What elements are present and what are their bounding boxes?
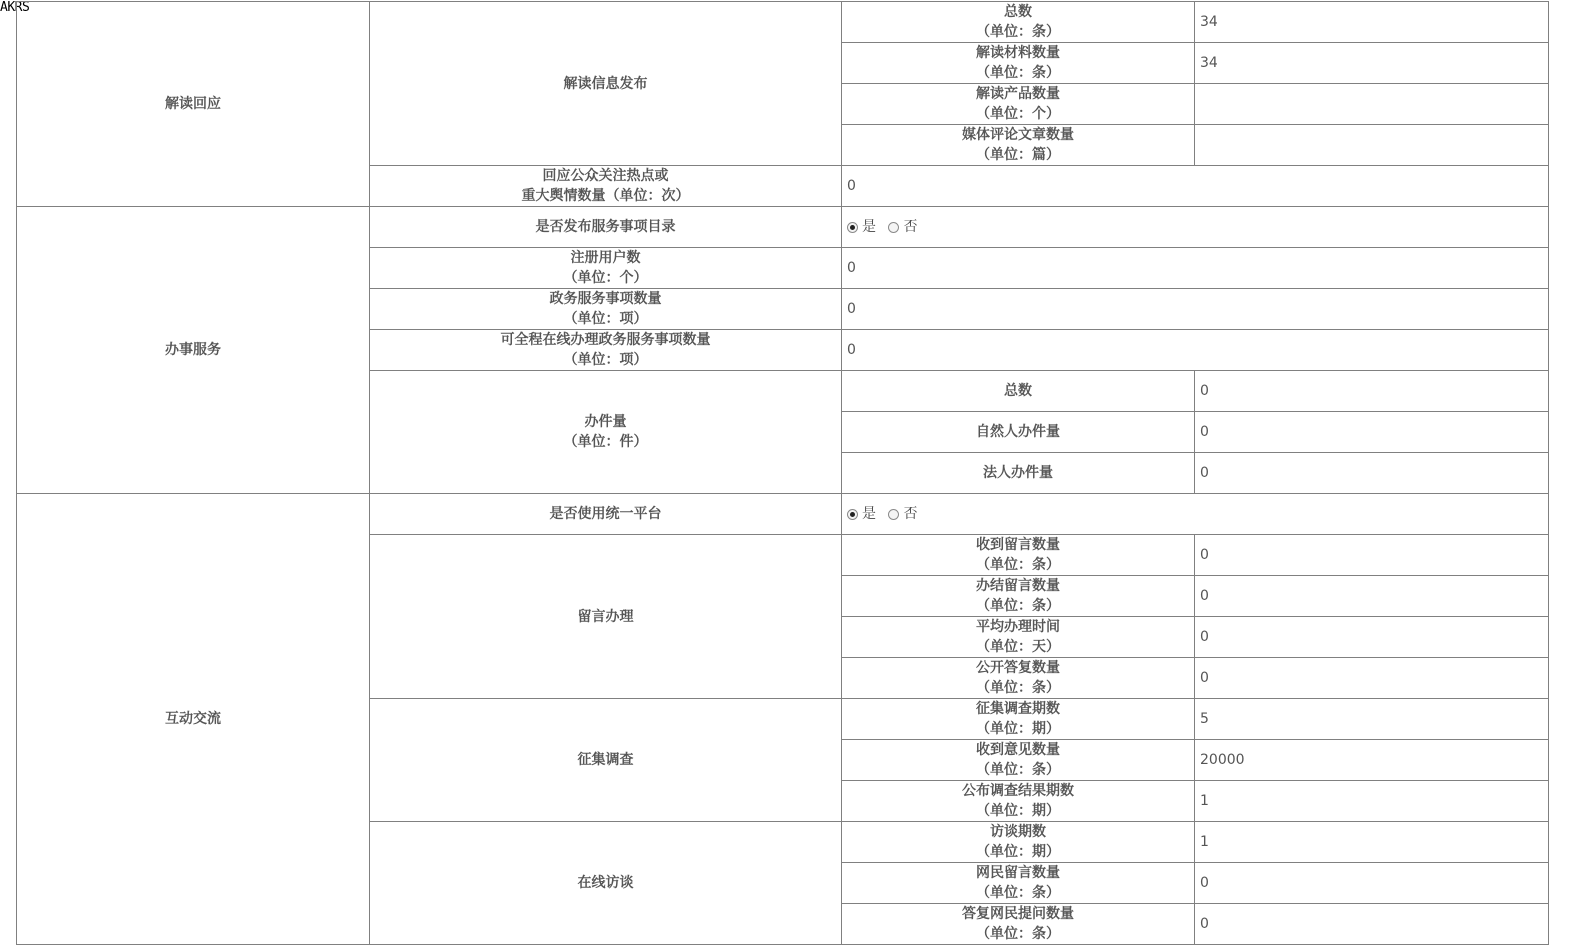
radio-group-catalog <box>842 207 1549 248</box>
field-label: 是否发布服务事项目录 <box>370 207 842 248</box>
field-value <box>1195 84 1549 125</box>
radio-no[interactable] <box>888 509 899 520</box>
field-label: 政务服务事项数量 （单位：项） <box>370 289 842 330</box>
field-label: 办结留言数量 （单位：条） <box>842 576 1195 617</box>
field-value <box>1195 125 1549 166</box>
field-label: 答复网民提问数量 （单位：条） <box>842 904 1195 945</box>
field-value: 34 <box>1195 43 1549 84</box>
radio-no[interactable] <box>888 222 899 233</box>
field-value: 0 <box>1195 617 1549 658</box>
radio-no-label: 否 <box>903 219 918 235</box>
field-label: 访谈期数 （单位：期） <box>842 822 1195 863</box>
field-value: 0 <box>1195 904 1549 945</box>
radio-yes-label: 是 <box>862 506 876 522</box>
field-value: 0 <box>842 289 1549 330</box>
corner-text: AKRS <box>0 0 30 15</box>
field-label: 回应公众关注热点或 重大舆情数量（单位：次） <box>370 166 842 207</box>
field-value: 0 <box>842 166 1549 207</box>
field-value: 0 <box>1195 371 1549 412</box>
field-value: 0 <box>1195 576 1549 617</box>
field-label: 法人办件量 <box>842 453 1195 494</box>
group-label-interview: 在线访谈 <box>370 822 842 945</box>
field-value: 1 <box>1195 781 1549 822</box>
field-value: 0 <box>1195 453 1549 494</box>
field-label: 总数 （单位：条） <box>842 2 1195 43</box>
statistics-table <box>16 1 1549 945</box>
field-label: 收到留言数量 （单位：条） <box>842 535 1195 576</box>
field-label: 公开答复数量 （单位：条） <box>842 658 1195 699</box>
table-row <box>17 207 1549 248</box>
field-label: 是否使用统一平台 <box>370 494 842 535</box>
field-value: 0 <box>842 248 1549 289</box>
field-label: 解读产品数量 （单位：个） <box>842 84 1195 125</box>
field-label: 注册用户数 （单位：个） <box>370 248 842 289</box>
section-label-service: 办事服务 <box>17 207 370 494</box>
field-value: 0 <box>1195 412 1549 453</box>
field-value: 0 <box>1195 535 1549 576</box>
field-label: 公布调查结果期数 （单位：期） <box>842 781 1195 822</box>
field-label: 媒体评论文章数量 （单位：篇） <box>842 125 1195 166</box>
field-label: 可全程在线办理政务服务事项数量 （单位：项） <box>370 330 842 371</box>
field-label: 征集调查期数 （单位：期） <box>842 699 1195 740</box>
radio-yes[interactable] <box>847 509 858 520</box>
table-row <box>17 2 1549 43</box>
section-label-interpret: 解读回应 <box>17 2 370 207</box>
field-label: 网民留言数量 （单位：条） <box>842 863 1195 904</box>
radio-yes-label: 是 <box>862 219 876 235</box>
group-label-volume: 办件量 （单位：件） <box>370 371 842 494</box>
field-label: 总数 <box>842 371 1195 412</box>
radio-no-label: 否 <box>903 506 918 522</box>
table-row <box>17 494 1549 535</box>
group-label-messages: 留言办理 <box>370 535 842 699</box>
field-value: 0 <box>842 330 1549 371</box>
field-value: 0 <box>1195 658 1549 699</box>
section-label-interaction: 互动交流 <box>17 494 370 945</box>
group-label-publish: 解读信息发布 <box>370 2 842 166</box>
radio-group-platform <box>842 494 1549 535</box>
field-label: 平均办理时间 （单位：天） <box>842 617 1195 658</box>
field-label: 收到意见数量 （单位：条） <box>842 740 1195 781</box>
group-label-survey: 征集调查 <box>370 699 842 822</box>
field-value: 20000 <box>1195 740 1549 781</box>
field-label: 自然人办件量 <box>842 412 1195 453</box>
field-value: 1 <box>1195 822 1549 863</box>
field-value: 5 <box>1195 699 1549 740</box>
radio-yes[interactable] <box>847 222 858 233</box>
field-value: 0 <box>1195 863 1549 904</box>
field-value: 34 <box>1195 2 1549 43</box>
field-label: 解读材料数量 （单位：条） <box>842 43 1195 84</box>
